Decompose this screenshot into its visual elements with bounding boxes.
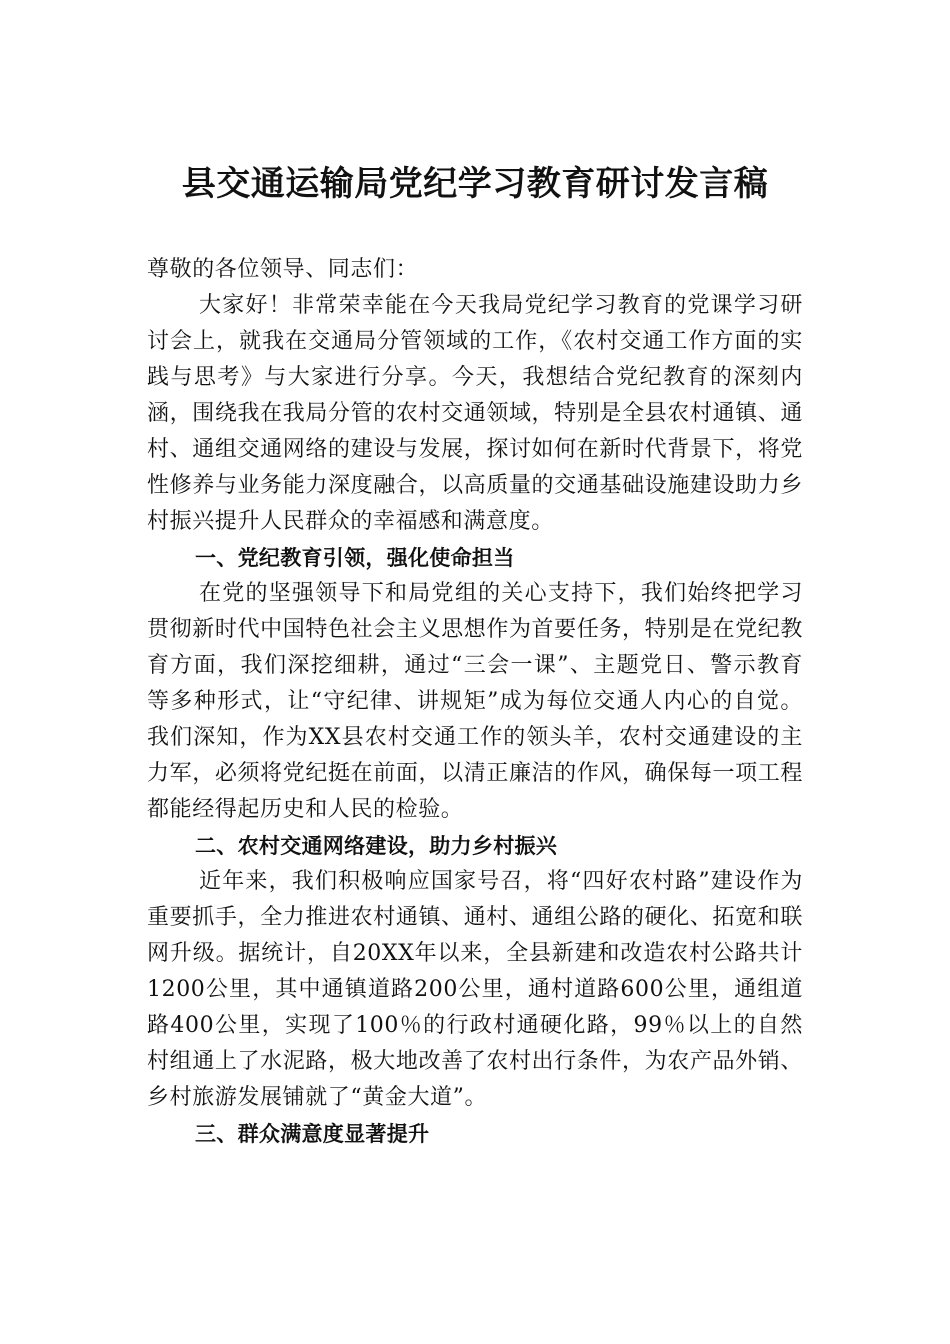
section-heading: 三、群众满意度显著提升 [195, 1122, 430, 1146]
salutation: 尊敬的各位领导、同志们： [147, 257, 419, 282]
section-paragraph: 在党的坚强领导下和局党组的关心支持下，我们始终把学习贯彻新时代中国特色社会主义思想作为首要任务，特别是在党纪教育方面，我们深挖细耕，通过“三会一课”、主题党日、警示教育等多种形式，让“守纪律、讲规矩”成为每位交通人内心的自觉。我们深知，作为XX县农村交通工作的领头羊，农村交通建设的主力军，必须将党纪挺在前面，以清正廉洁的作风，确保每一项工程都能经得起历史和人民的检验。 [147, 581, 803, 822]
section-heading: 一、党纪教育引领，强化使命担当 [195, 546, 515, 570]
section-heading: 二、农村交通网络建设，助力乡村振兴 [195, 834, 558, 858]
document-body [147, 252, 803, 1152]
intro-paragraph: 大家好！非常荣幸能在今天我局党纪学习教育的党课学习研讨会上，就我在交通局分管领域的工作，《农村交通工作方面的实践与思考》与大家进行分享。今天，我想结合党纪教育的深刻内涵，围绕我在我局分管的农村交通领域，特别是全县农村通镇、通村、通组交通网络的建设与发展，探讨如何在新时代背景下，将党性修养与业务能力深度融合，以高质量的交通基础设施建设助力乡村振兴提升人民群众的幸福感和满意度。 [147, 293, 803, 534]
document-title: 县交通运输局党纪学习教育研讨发言稿 [181, 164, 769, 204]
section-paragraph: 近年来，我们积极响应国家号召，将“四好农村路”建设作为重要抓手，全力推进农村通镇、通村、通组公路的硬化、拓宽和联网升级。据统计，自20XX年以来，全县新建和改造农村公路共计1200公里，其中通镇道路200公里，通村道路600公里，通组道路400公里，实现了100％的行政村通硬化路，99％以上的自然村组通上了水泥路，极大地改善了农村出行条件，为农产品外销、乡村旅游发展铺就了“黄金大道”。 [147, 869, 803, 1110]
